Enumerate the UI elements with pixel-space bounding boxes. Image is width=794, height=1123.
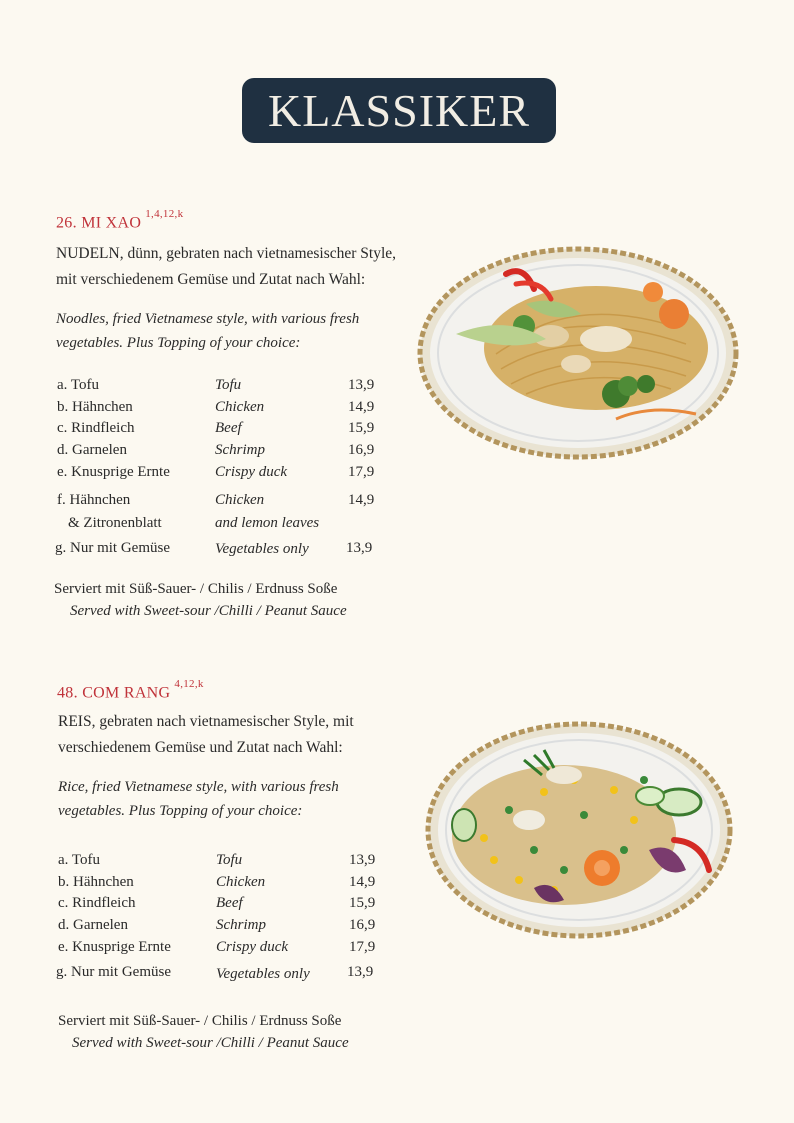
option-en: Schrimp <box>216 917 266 933</box>
option-en: Tofu <box>216 852 243 868</box>
option-de: e. Knusprige Ernte <box>57 464 170 480</box>
option-en-line2: and lemon leaves <box>215 515 320 531</box>
allergen-codes: 1,4,12,k <box>145 208 184 220</box>
description-en <box>58 775 339 823</box>
description-en-line: vegetables. Plus Topping of your choice: <box>56 335 301 351</box>
option-de: d. Garnelen <box>57 442 127 458</box>
option-price: 17,9 <box>348 464 375 480</box>
option-de: e. Knusprige Ernte <box>58 939 171 955</box>
option-en: Crispy duck <box>215 464 288 480</box>
option-price: 14,9 <box>348 399 375 415</box>
served-with-en: Served with Sweet-sour /Chilli / Peanut Sauce <box>70 603 347 619</box>
option-price: 16,9 <box>349 917 376 933</box>
option-price: 16,9 <box>348 442 375 458</box>
section-title-badge <box>242 78 556 143</box>
option-en: Chicken <box>216 874 266 890</box>
option-de: b. Hähnchen <box>58 874 134 890</box>
option-en: Tofu <box>215 377 242 393</box>
option-price: 13,9 <box>346 540 373 556</box>
section-title: KLASSIKER <box>267 85 531 136</box>
dish-title-mi-xao <box>56 208 184 232</box>
dish-title-com-rang <box>57 678 204 702</box>
option-price: 15,9 <box>348 420 375 436</box>
option-en: Vegetables only <box>215 541 309 557</box>
option-de: a. Tofu <box>57 377 99 393</box>
description-de-line: mit verschiedenem Gemüse und Zutat nach Wahl: <box>56 271 366 288</box>
option-en: Chicken <box>215 492 265 508</box>
dish-name: 48. COM RANG <box>57 684 171 702</box>
option-en: Beef <box>216 895 243 911</box>
served-with-en: Served with Sweet-sour /Chilli / Peanut Sauce <box>72 1035 349 1051</box>
option-en: Crispy duck <box>216 939 289 955</box>
description-en-line: Rice, fried Vietnamese style, with various fresh <box>58 779 339 795</box>
option-de: f. Hähnchen <box>57 492 131 508</box>
option-price: 17,9 <box>349 939 376 955</box>
option-price: 13,9 <box>347 964 374 980</box>
description-de-line: verschiedenem Gemüse und Zutat nach Wahl: <box>58 739 343 756</box>
option-en: Beef <box>215 420 242 436</box>
option-en: Vegetables only <box>216 966 310 982</box>
description-de <box>58 709 354 761</box>
option-de-line2: & Zitronenblatt <box>68 515 162 531</box>
option-de: g. Nur mit Gemüse <box>56 964 171 980</box>
option-de: d. Garnelen <box>58 917 128 933</box>
description-en-line: vegetables. Plus Topping of your choice: <box>58 803 303 819</box>
option-price: 13,9 <box>349 852 376 868</box>
option-de: g. Nur mit Gemüse <box>55 540 170 556</box>
allergen-codes: 4,12,k <box>174 678 204 690</box>
description-de <box>56 241 396 293</box>
dish-photo-mi-xao <box>416 244 740 462</box>
dish-photo-com-rang <box>424 720 734 940</box>
option-de: c. Rindfleich <box>58 895 136 911</box>
option-en: Chicken <box>215 399 265 415</box>
option-en: Schrimp <box>215 442 265 458</box>
option-price: 13,9 <box>348 377 375 393</box>
description-en <box>56 307 359 355</box>
option-de: a. Tofu <box>58 852 100 868</box>
option-de: c. Rindfleich <box>57 420 135 436</box>
description-de-line: NUDELN, dünn, gebraten nach vietnamesischer Style, <box>56 245 397 262</box>
dish-name: 26. MI XAO <box>56 214 142 232</box>
option-price: 14,9 <box>348 492 375 508</box>
option-price: 15,9 <box>349 895 376 911</box>
description-en-line: Noodles, fried Vietnamese style, with various fresh <box>56 311 360 327</box>
served-with-de: Serviert mit Süß-Sauer- / Chilis / Erdnuss Soße <box>54 581 338 597</box>
option-price: 14,9 <box>349 874 376 890</box>
option-de: b. Hähnchen <box>57 399 133 415</box>
served-with-de: Serviert mit Süß-Sauer- / Chilis / Erdnuss Soße <box>58 1013 342 1029</box>
description-de-line: REIS, gebraten nach vietnamesischer Style, mit <box>58 713 354 730</box>
